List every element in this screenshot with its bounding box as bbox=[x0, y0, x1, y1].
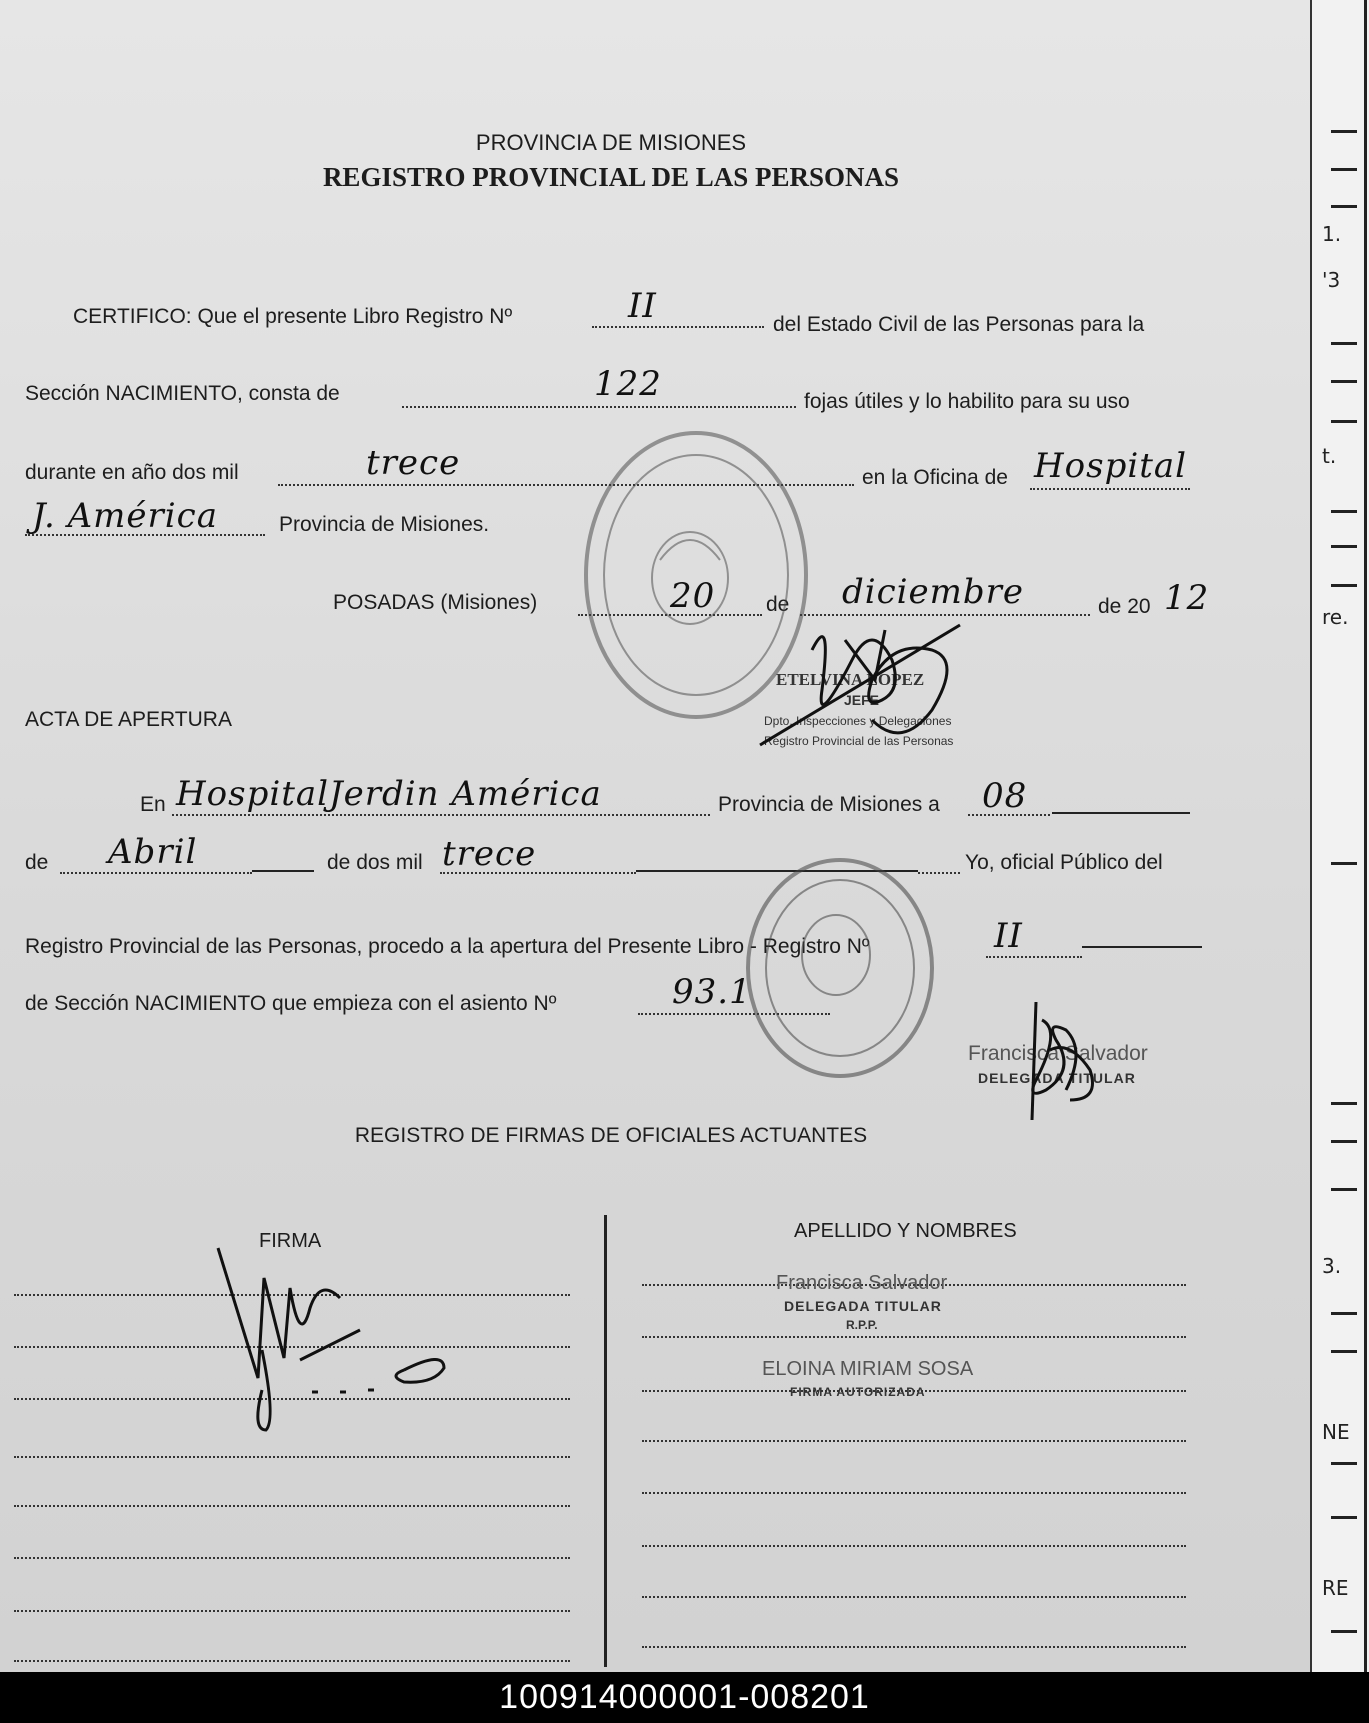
dotted-line bbox=[592, 326, 764, 328]
firma-dotted-line bbox=[14, 1294, 570, 1296]
firma-dotted-line bbox=[14, 1557, 570, 1559]
dotted-line bbox=[986, 956, 1082, 958]
firma-signature bbox=[218, 1248, 444, 1430]
firma-column-header: FIRMA bbox=[259, 1230, 322, 1252]
de-text: de bbox=[766, 593, 790, 616]
underline bbox=[1052, 812, 1190, 814]
dotted-line bbox=[638, 1013, 830, 1015]
opening-en: En bbox=[140, 793, 166, 816]
opening-yo-text: Yo, oficial Público del bbox=[965, 851, 1163, 874]
handwritten-day: 20 bbox=[670, 576, 716, 616]
signature-entry-2-name: ELOINA MIRIAM SOSA bbox=[762, 1358, 974, 1380]
firma-dotted-line bbox=[14, 1346, 570, 1348]
opening-section-text: de Sección NACIMIENTO que empieza con el asiento Nº bbox=[25, 992, 557, 1015]
edge-rule bbox=[1331, 862, 1357, 865]
certificate-suffix: del Estado Civil de las Personas para la bbox=[773, 313, 1145, 336]
edge-rule bbox=[1331, 380, 1357, 383]
edge-rule bbox=[1331, 205, 1357, 208]
signature-entry-2-role: FIRMA AUTORIZADA bbox=[790, 1385, 926, 1399]
edge-rule bbox=[1331, 130, 1357, 133]
firma-dotted-line bbox=[14, 1505, 570, 1507]
office-prefix: en la Oficina de bbox=[862, 466, 1008, 489]
delegate-stamp-title: DELEGADA TITULAR bbox=[978, 1070, 1136, 1086]
edge-rule bbox=[1331, 1462, 1357, 1465]
dotted-line bbox=[60, 872, 252, 874]
edge-rule bbox=[1331, 168, 1357, 171]
edge-rule bbox=[1331, 584, 1357, 587]
firma-dotted-line bbox=[14, 1660, 570, 1662]
edge-rule bbox=[1331, 1188, 1357, 1191]
page-edge-line bbox=[1364, 0, 1367, 1672]
stamp-official-title: JEFE bbox=[844, 692, 880, 708]
nombres-column-header: APELLIDO Y NOMBRES bbox=[794, 1220, 1017, 1242]
certificate-prefix: CERTIFICO: Que el presente Libro Registro Nº bbox=[73, 305, 513, 328]
column-divider bbox=[604, 1215, 607, 1667]
edge-rule bbox=[1331, 342, 1357, 345]
edge-rule bbox=[1331, 1630, 1357, 1633]
opening-province-text: Provincia de Misiones a bbox=[718, 793, 940, 816]
edge-rule bbox=[1331, 1350, 1357, 1353]
firma-dotted-line bbox=[14, 1610, 570, 1612]
stamp-official-name: ETELVINA LOPEZ bbox=[776, 670, 925, 689]
edge-fragment: 3. bbox=[1322, 1254, 1342, 1278]
province-heading: PROVINCIA DE MISIONES bbox=[475, 130, 747, 155]
handwritten-fojas: 122 bbox=[594, 364, 662, 404]
handwritten-year-word: trece bbox=[366, 443, 461, 483]
opening-de: de bbox=[25, 851, 49, 874]
edge-fragment: t. bbox=[1322, 444, 1337, 468]
handwritten-office-1: Hospital bbox=[1034, 446, 1188, 486]
edge-rule bbox=[1331, 1102, 1357, 1105]
nombres-dotted-line bbox=[642, 1440, 1186, 1442]
edge-rule bbox=[1331, 545, 1357, 548]
section-prefix: Sección NACIMIENTO, consta de bbox=[25, 382, 340, 405]
handwritten-opening-book: II bbox=[994, 916, 1023, 956]
underline bbox=[252, 870, 314, 872]
edge-rule bbox=[1331, 1516, 1357, 1519]
edge-fragment: '3 bbox=[1322, 268, 1341, 292]
handwritten-opening-year: trece bbox=[442, 834, 537, 874]
firma-dotted-line bbox=[14, 1398, 570, 1400]
official-seal-stamp bbox=[586, 433, 806, 717]
dotted-line bbox=[402, 406, 796, 408]
signature-entry-1-name: Francisca Salvador bbox=[776, 1272, 948, 1294]
handwritten-location: HospitalJerdin América bbox=[176, 774, 602, 814]
edge-fragment: re. bbox=[1322, 605, 1349, 629]
stamp-official-line2: Registro Provincial de las Personas bbox=[764, 734, 954, 748]
section-suffix: fojas útiles y lo habilito para su uso bbox=[804, 390, 1130, 413]
opening-registry-text: Registro Provincial de las Personas, procedo a la apertura del Presente Libro - Registro Nº bbox=[25, 935, 870, 958]
edge-fragment: RE bbox=[1322, 1576, 1349, 1600]
dotted-line bbox=[1030, 488, 1190, 490]
underline bbox=[1082, 946, 1202, 948]
municipal-seal-stamp bbox=[748, 860, 932, 1076]
nombres-dotted-line bbox=[642, 1336, 1186, 1338]
handwritten-book-number: II bbox=[628, 286, 657, 326]
dotted-line bbox=[172, 814, 710, 816]
dotted-line bbox=[800, 614, 1090, 616]
underline bbox=[636, 870, 918, 872]
stamp-official-line1: Dpto. Inspecciones y Delegaciones bbox=[764, 714, 952, 728]
nombres-dotted-line bbox=[642, 1545, 1186, 1547]
handwritten-opening-day: 08 bbox=[982, 776, 1028, 816]
firma-dotted-line bbox=[14, 1456, 570, 1458]
nombres-dotted-line bbox=[642, 1492, 1186, 1494]
year-prefix: durante en año dos mil bbox=[25, 461, 239, 484]
nombres-dotted-line bbox=[642, 1646, 1186, 1648]
handwritten-office-2: J. América bbox=[32, 496, 218, 536]
opening-dos-mil: de dos mil bbox=[327, 851, 423, 874]
document-barcode-id: 100914000001-008201 bbox=[0, 1672, 1369, 1723]
edge-rule bbox=[1331, 510, 1357, 513]
edge-fragment: 1. bbox=[1322, 222, 1342, 246]
adjacent-page-edge bbox=[1310, 0, 1369, 1672]
delegate-stamp-name: Francisca Salvador bbox=[968, 1042, 1148, 1065]
edge-rule bbox=[1331, 420, 1357, 423]
nombres-dotted-line bbox=[642, 1596, 1186, 1598]
handwritten-month: diciembre bbox=[842, 572, 1025, 612]
edge-rule bbox=[1331, 1140, 1357, 1143]
dotted-line bbox=[918, 872, 960, 874]
place-text: POSADAS (Misiones) bbox=[333, 591, 538, 614]
edge-fragment: NE bbox=[1322, 1420, 1350, 1444]
handwritten-year-digits: 12 bbox=[1164, 578, 1210, 618]
dotted-line bbox=[278, 484, 854, 486]
signatures-title: REGISTRO DE FIRMAS DE OFICIALES ACTUANTES bbox=[354, 1124, 868, 1147]
signature-entry-1-role: DELEGADA TITULAR bbox=[784, 1298, 942, 1314]
registry-heading: REGISTRO PROVINCIAL DE LAS PERSONAS bbox=[322, 162, 900, 192]
opening-title: ACTA DE APERTURA bbox=[25, 708, 232, 731]
handwritten-asiento: 93.1 bbox=[672, 972, 752, 1012]
handwritten-opening-month: Abril bbox=[108, 832, 198, 872]
province-suffix: Provincia de Misiones. bbox=[279, 513, 490, 536]
year-prefix-2: de 20 bbox=[1098, 595, 1151, 618]
signature-entry-1-sub: R.P.P. bbox=[846, 1318, 878, 1332]
edge-rule bbox=[1331, 1312, 1357, 1315]
